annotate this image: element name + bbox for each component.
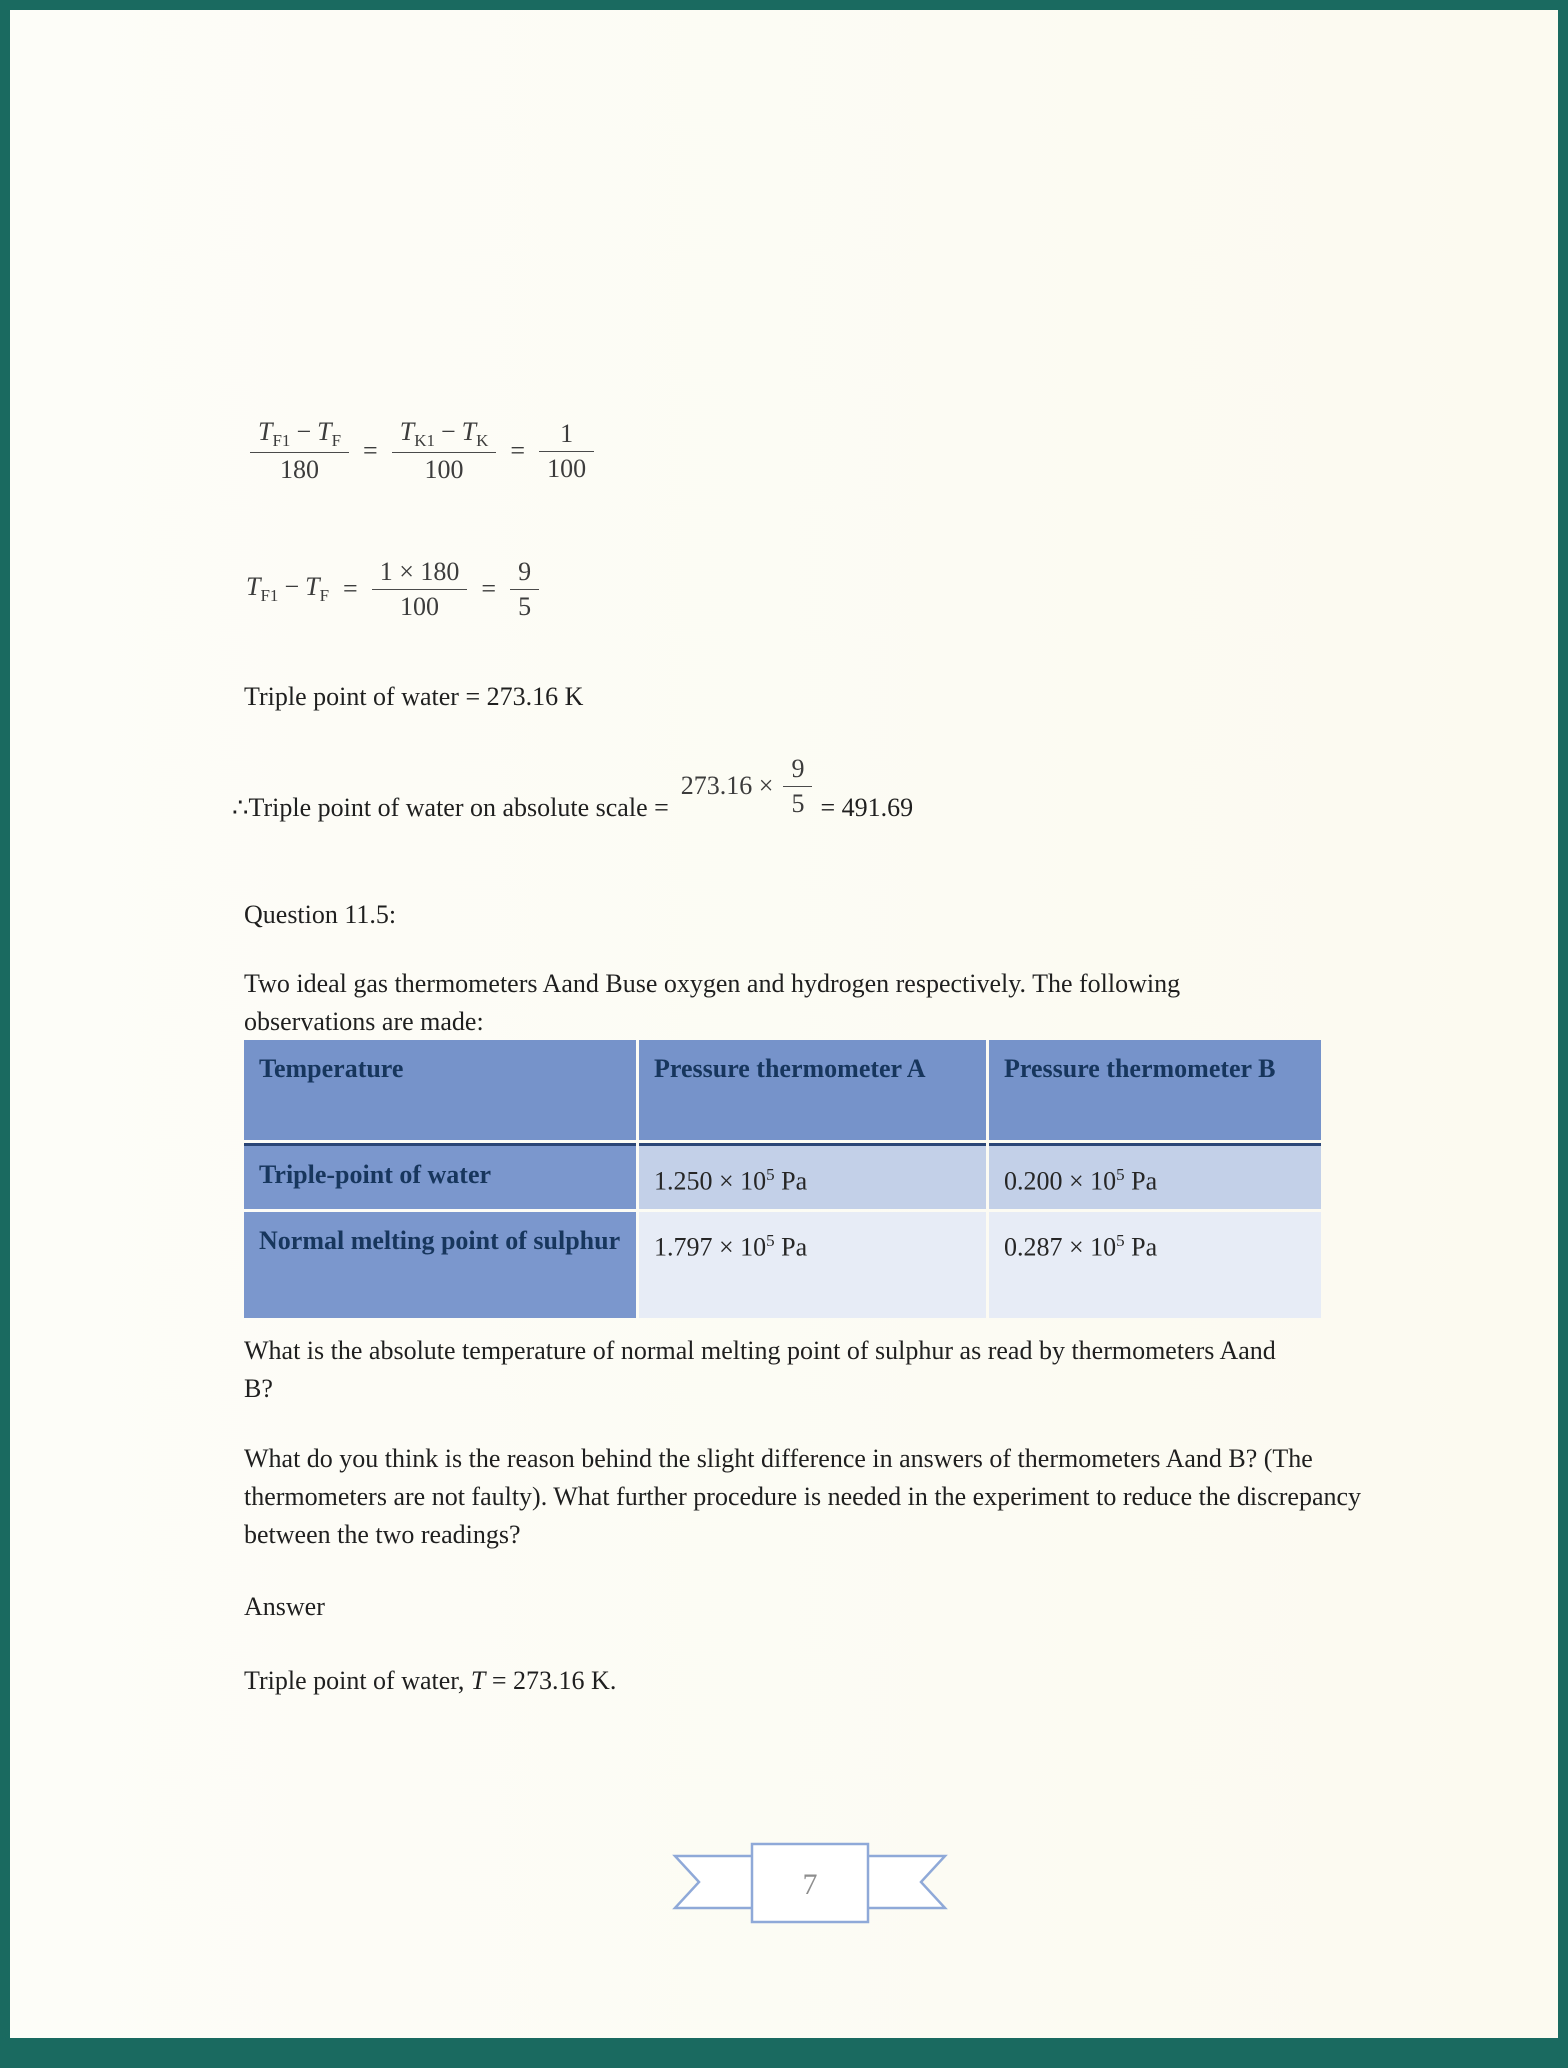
- math-expression: [681, 752, 813, 821]
- subscript: F: [319, 586, 330, 606]
- table-cell-value: [989, 1143, 1321, 1209]
- value-exponent: 5: [766, 1165, 775, 1184]
- ribbon-right-tail: [860, 1856, 945, 1908]
- ribbon-left-tail: [675, 1856, 760, 1908]
- pressure-thermometer-table: [244, 1040, 1321, 1318]
- numerator: 1: [539, 417, 594, 452]
- value-unit: Pa: [1124, 1232, 1158, 1262]
- table-header-thermometer-a: Pressure thermometer A: [639, 1040, 986, 1140]
- value-base: 1.250 × 10: [654, 1166, 767, 1196]
- equation-fahrenheit-kelvin-ratio: [250, 415, 594, 487]
- minus-operator: −: [296, 417, 312, 446]
- numerator: [392, 415, 497, 453]
- answer-line: [244, 1662, 616, 1700]
- fraction: [250, 415, 349, 487]
- denominator: 5: [791, 788, 805, 818]
- absolute-scale-statement: [232, 752, 913, 823]
- denominator: 100: [400, 591, 440, 621]
- fraction: [392, 415, 497, 487]
- table-row-label: Normal melting point of sulphur: [244, 1212, 636, 1318]
- answer-label: Answer: [244, 1592, 325, 1621]
- result-value: = 491.69: [820, 792, 914, 822]
- fraction: [539, 417, 594, 486]
- multiplier: 273.16 ×: [680, 771, 774, 801]
- table-cell-value: [639, 1212, 986, 1318]
- fraction: [783, 752, 812, 821]
- variable: T: [246, 572, 261, 602]
- value-exponent: 5: [1116, 1231, 1125, 1250]
- table-header-thermometer-b: Pressure thermometer B: [989, 1040, 1321, 1140]
- answer-text: Triple point of water,: [244, 1666, 471, 1695]
- subscript: K1: [414, 431, 435, 451]
- denominator: 5: [518, 591, 532, 621]
- question-intro: Two ideal gas thermometers Aand Buse oxygen and hydrogen respectively. The following observations are made:: [244, 969, 1181, 1036]
- variable: T: [461, 417, 477, 446]
- variable: T: [470, 1666, 486, 1695]
- subscript: F1: [260, 586, 279, 606]
- equals-sign: =: [481, 574, 497, 604]
- minus-operator: −: [284, 572, 300, 602]
- denominator: 100: [424, 455, 464, 485]
- question-label: Question 11.5:: [244, 900, 397, 929]
- page-number-ribbon: [655, 1832, 965, 1942]
- page-number: 7: [802, 1868, 818, 1901]
- left-hand-side: [246, 572, 329, 606]
- equation-solve-difference: [246, 555, 539, 624]
- minus-operator: −: [440, 417, 456, 446]
- value-exponent: 5: [766, 1231, 775, 1250]
- variable: T: [399, 417, 415, 446]
- fraction: [372, 555, 468, 624]
- numerator: 9: [510, 555, 539, 590]
- equals-sign: =: [510, 436, 526, 466]
- value-base: 1.797 × 10: [654, 1232, 767, 1262]
- numerator: 1 × 180: [372, 555, 468, 590]
- numerator: 9: [783, 752, 812, 787]
- value-exponent: 5: [1116, 1165, 1125, 1184]
- value-unit: Pa: [774, 1166, 808, 1196]
- denominator: 180: [280, 455, 320, 485]
- table-header-temperature: Temperature: [244, 1040, 636, 1140]
- equals-sign: =: [343, 574, 358, 604]
- variable: T: [258, 417, 273, 446]
- statement-prefix: ∴Triple point of water on absolute scale =: [232, 792, 669, 822]
- triple-point-statement: Triple point of water = 273.16 K: [244, 682, 584, 711]
- numerator: [250, 415, 349, 453]
- table-cell-value: [989, 1212, 1321, 1318]
- subscript: K: [476, 431, 489, 451]
- variable: T: [317, 417, 332, 446]
- equals-sign: =: [363, 436, 378, 466]
- denominator: 100: [547, 453, 587, 483]
- variable: T: [305, 572, 320, 602]
- value-unit: Pa: [1124, 1166, 1158, 1196]
- question-part-2: What do you think is the reason behind the slight difference in answers of thermometers Aand B? (The thermometers are not faulty). What further procedure is needed in the experiment to reduce the discrepancy between the two readings?: [244, 1444, 1362, 1549]
- question-part-1: What is the absolute temperature of normal melting point of sulphur as read by thermometers Aand B?: [244, 1336, 1276, 1403]
- value-base: 0.200 × 10: [1004, 1166, 1117, 1196]
- value-base: 0.287 × 10: [1004, 1232, 1117, 1262]
- value-unit: Pa: [774, 1232, 808, 1262]
- table-cell-value: [639, 1143, 986, 1209]
- fraction: [510, 555, 539, 624]
- answer-text: = 273.16 K.: [485, 1666, 617, 1695]
- table-row-label: Triple-point of water: [244, 1143, 636, 1209]
- subscript: F: [331, 431, 342, 451]
- subscript: F1: [272, 431, 291, 451]
